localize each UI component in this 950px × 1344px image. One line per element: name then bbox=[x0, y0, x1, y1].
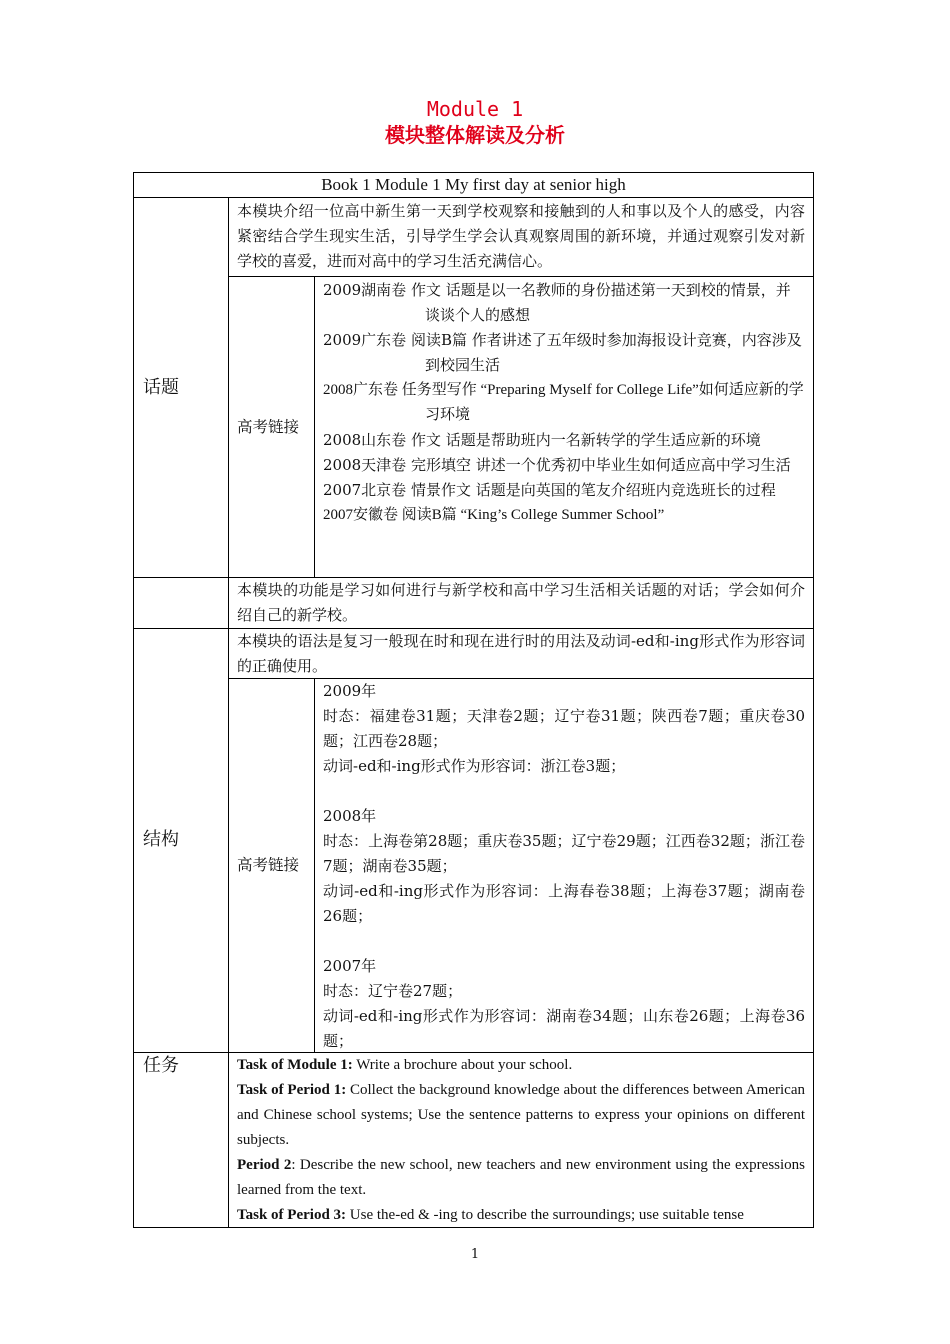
task-item bbox=[237, 1053, 805, 1078]
table-border-right bbox=[813, 172, 814, 1228]
table-col-rule bbox=[314, 276, 315, 578]
table-col-rule bbox=[314, 678, 315, 1053]
year-heading: 2007年 bbox=[323, 957, 377, 975]
table-rule bbox=[228, 276, 814, 277]
function-text: 本模块的功能是学习如何进行与新学校和高中学习生活相关话题的对话；学会如何介绍自己的新学校。 bbox=[237, 581, 805, 624]
exam-link-item: 2008天津卷 完形填空 讲述一个优秀初中毕业生如何适应高中学习生活 bbox=[323, 456, 791, 474]
year-heading: 2008年 bbox=[323, 807, 377, 825]
task-text: Use the-ed & -ing to describe the surroundings; use suitable tense bbox=[346, 1207, 744, 1223]
table-col-rule bbox=[228, 197, 229, 1228]
exam-link-item: 2009湖南卷 作文 话题是以一名教师的身份描述第一天到校的情景，并谈谈个人的感想 bbox=[323, 281, 791, 324]
task-text: Write a brochure about your school. bbox=[352, 1057, 573, 1073]
task-lead: Task of Period 1: bbox=[237, 1082, 347, 1098]
task-label: 任务 bbox=[143, 1055, 179, 1076]
spacer bbox=[323, 929, 805, 954]
exam-link-item: 2008山东卷 作文 话题是帮助班内一名新转学的学生适应新的环境 bbox=[323, 431, 761, 449]
task-item bbox=[237, 1078, 805, 1153]
structure-label: 结构 bbox=[143, 829, 179, 850]
verb-form-refs: 动词-ed和-ing形式作为形容词：上海春卷38题；上海卷37题；湖南卷26题； bbox=[323, 882, 805, 925]
year-heading: 2009年 bbox=[323, 682, 377, 700]
task-lead: Period 2 bbox=[237, 1157, 292, 1173]
task-lead: Task of Period 3: bbox=[237, 1207, 347, 1223]
table-border-left bbox=[133, 172, 134, 1228]
verb-form-refs: 动词-ed和-ing形式作为形容词：湖南卷34题；山东卷26题；上海卷36题； bbox=[323, 1007, 805, 1050]
page-title-line1: Module 1 bbox=[426, 97, 524, 121]
exam-link-item: 2008广东卷 任务型写作 “Preparing Myself for College Life”如何适应新的学习环境 bbox=[323, 382, 804, 423]
topic-label: 话题 bbox=[143, 377, 179, 398]
page-title-line2: 模块整体解读及分析 bbox=[385, 123, 565, 147]
exam-link-item: 2009广东卷 阅读B篇 作者讲述了五年级时参加海报设计竞赛，内容涉及到校园生活 bbox=[323, 331, 802, 374]
tense-refs: 时态：上海卷第28题；重庆卷35题；辽宁卷29题；江西卷32题；浙江卷7题；湖南卷35题； bbox=[323, 832, 805, 875]
task-lead: Task of Module 1: bbox=[237, 1057, 353, 1073]
tense-refs: 时态：辽宁卷27题； bbox=[323, 982, 463, 1000]
structure-exam-label: 高考链接 bbox=[237, 856, 300, 874]
exam-link-item: 2007北京卷 情景作文 话题是向英国的笔友介绍班内竞选班长的过程 bbox=[323, 481, 776, 499]
task-item bbox=[237, 1203, 805, 1228]
table-header: Book 1 Module 1 My first day at senior high bbox=[321, 175, 626, 194]
structure-exam-links bbox=[323, 679, 805, 1054]
page-number: 1 bbox=[470, 1247, 480, 1262]
topic-exam-links bbox=[323, 278, 805, 528]
spacer bbox=[323, 779, 805, 804]
table-rule bbox=[133, 197, 814, 198]
task-list bbox=[237, 1053, 805, 1228]
structure-intro: 本模块的语法是复习一般现在时和现在进行时的用法及动词-ed和-ing形式作为形容词的正确使用。 bbox=[237, 632, 805, 675]
task-item bbox=[237, 1153, 805, 1203]
topic-exam-label: 高考链接 bbox=[237, 418, 300, 436]
task-text: Collect the background knowledge about the differences between American and Chinese school systems; Use the sentence patterns to express your opinions on different subjects. bbox=[237, 1082, 805, 1148]
tense-refs: 时态：福建卷31题；天津卷2题；辽宁卷31题；陕西卷7题；重庆卷30题；江西卷28题； bbox=[323, 707, 805, 750]
topic-intro: 本模块介绍一位高中新生第一天到学校观察和接触到的人和事以及个人的感受，内容紧密结合学生现实生活，引导学生学会认真观察周围的新环境，并通过观察引发对新学校的喜爱，进而对高中的学习生活充满信心。 bbox=[237, 202, 805, 270]
verb-form-refs: 动词-ed和-ing形式作为形容词：浙江卷3题； bbox=[323, 757, 626, 775]
task-text: : Describe the new school, new teachers and new environment using the expressions learned from the text. bbox=[237, 1157, 805, 1198]
exam-link-item: 2007安徽卷 阅读B篇 “King’s College Summer School” bbox=[323, 507, 665, 523]
